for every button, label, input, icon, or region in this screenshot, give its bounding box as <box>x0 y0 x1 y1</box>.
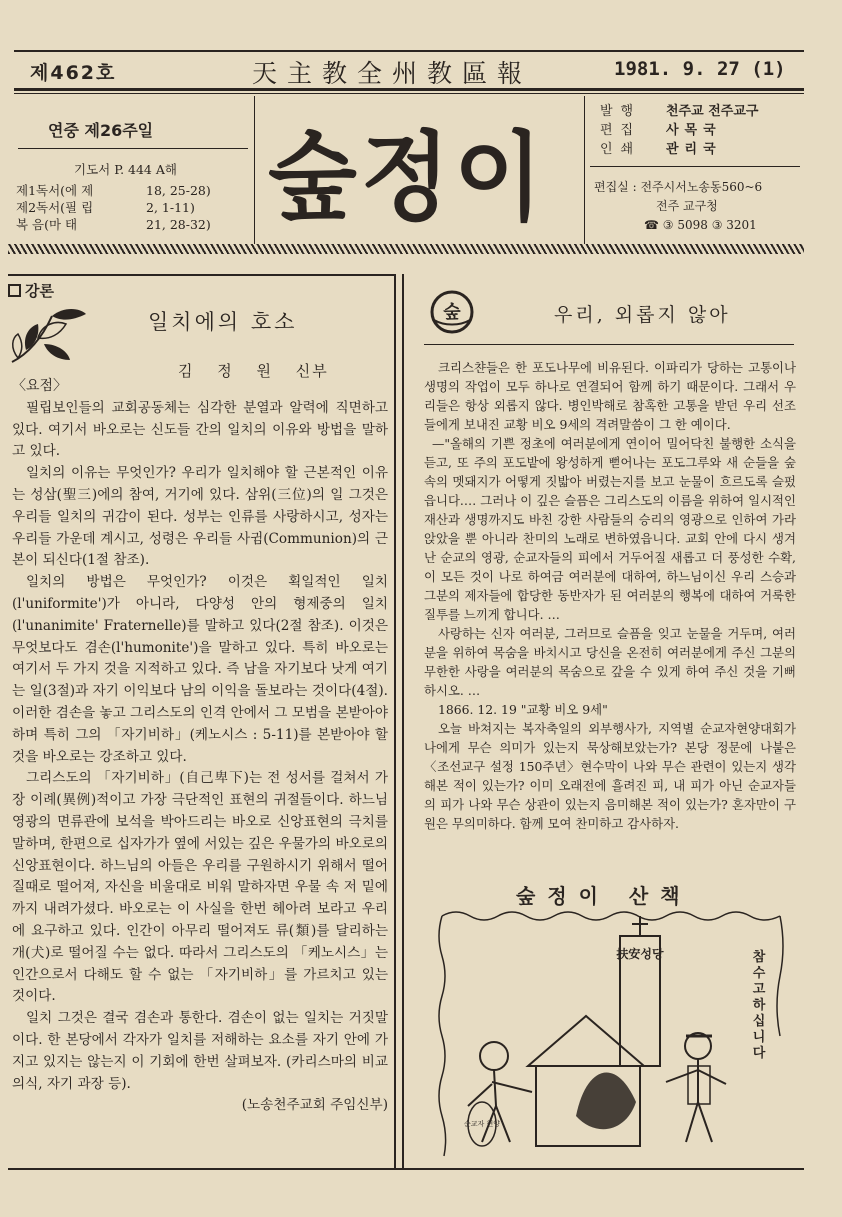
masthead-left-divider <box>254 96 255 244</box>
section-label <box>8 280 54 301</box>
author-name: 김 정 원 <box>178 362 282 380</box>
liturgy-box <box>14 100 252 250</box>
publisher-label: 인쇄 <box>600 142 642 157</box>
liturgy-divider <box>18 148 248 149</box>
hatched-divider <box>8 244 804 254</box>
reading-name: 제2독서(필 립 <box>16 200 94 215</box>
bucket-text: 순교자 현양 <box>463 1120 501 1128</box>
publisher-value: 관리국 <box>666 142 722 157</box>
address-line: 전주 교구청 <box>656 199 718 213</box>
author-title: 신부 <box>295 362 329 380</box>
editorial-title: 일치에의 호소 <box>148 310 298 334</box>
publisher-row <box>600 102 800 121</box>
publisher-value: 사목국 <box>666 123 722 138</box>
cartoon-title: 숲정이 산책 <box>516 884 692 908</box>
essay-paragraph: 크리스챤들은 한 포도나무에 비유된다. 이파리가 당하는 고통이나 생명의 작업이 모두 하나로 연결되어 함께 하기 때문이다. 그래서 우리들은 항상 외롭지 않다. 병인박해로 참혹한 고통을 받던 우리 선조들에게 보내진 교황 비오 9세의 격려말씀이 그 한 예이다. <box>424 360 796 432</box>
issue-number: 제462호 <box>30 62 117 84</box>
editorial-paragraph: 일치 그것은 결국 겸손과 통한다. 겸손이 없는 일치는 거짓말이다. 한 본당에서 각자가 일치를 저해하는 요소를 자기 안에 가지고 있지는 않는지 이 기회에 한번 살펴보자. (카리스마의 비교의식, 자기 과장 등). <box>12 1010 388 1092</box>
section-label-text: 강론 <box>25 282 54 300</box>
cartoon-caption: 참수고하십니다 <box>752 950 766 1061</box>
issue-date: 1981. 9. 27 (1) <box>614 58 786 80</box>
leaf-illustration <box>8 304 90 368</box>
readings-list <box>16 182 252 233</box>
reading-ref: 2, 1-11) <box>146 200 195 215</box>
editorial-article <box>8 276 392 1170</box>
cartoon-illustration <box>436 906 786 1166</box>
reading-row <box>16 199 252 216</box>
essay-body <box>424 358 796 833</box>
essay-title-rule <box>424 344 794 345</box>
reading-name: 제1독서(에 제 <box>16 183 94 198</box>
badge-text: 숲 <box>443 302 461 323</box>
essay-quote: —"올해의 기쁜 정초에 여러분에게 연이어 밀어닥친 불행한 소식을 듣고, 또 주의 포도밭에 왕성하게 뻗어나는 포도그루와 새 순들을 숲속의 멧돼지가 어떻게 짓밟아 버렸는지를 보고 눈물이 흐르도록 슬펐읍니다.… 그러나 이 깊은 슬픔은 그리스도의 이름을 위하여 일시적인 재산과 생명까지도 바친 강한 사람들의 승리의 영광으로 인하여 가라앉았을 뿐 아니라 찬미의 노래로 변하였읍니다. 교회 안에 다시 생겨난 순교의 영광, 순교자들의 피에서 거두어질 새롭고 더 풍성한 수확, 이 모든 것이 나로 하여금 여러분에 대하여, 하느님이신 우리 스승과 그분의 제자들에 합당한 동반자가 된 여러분의 행복에 대하여 거룩한 질투를 느끼게 합니다. … <box>424 436 796 622</box>
header-rule-thick <box>14 88 804 91</box>
publisher-label: 발행 <box>600 104 642 119</box>
reading-row <box>16 216 252 233</box>
essay-title: 우리, 외롭지 않아 <box>554 304 731 326</box>
essay-quote-date: 1866. 12. 19 "교황 비오 9세" <box>438 702 608 717</box>
publisher-label: 편집 <box>600 123 642 138</box>
editorial-body <box>12 376 388 1117</box>
prayer-book-ref: 기도서 P. 444 A해 <box>74 162 177 177</box>
publisher-value: 천주교 전주교구 <box>666 104 759 119</box>
address-line: 편집실 : 전주시서노송동560~6 <box>594 180 763 194</box>
column-divider-left <box>394 274 396 1170</box>
essay-paragraph: 오늘 바쳐지는 복자축일의 외부행사가, 지역별 순교자현양대회가 나에게 무슨 의미가 있는지 묵상해보았는가? 본당 정문에 나붙은 〈조선교구 설정 150주년〉현수막이 나와 무슨 관련이 있는지 생각해본 적이 있는가? 이미 오래전에 흘려진 피, 내 피가 아닌 순교자들의 피가 나와 무슨 상관이 있는지 음미해본 적이 있는가? 혼자만이 구원은 무의미하다. 함께 모여 찬미하고 감사하자. <box>424 721 796 831</box>
publisher-row <box>600 121 800 140</box>
masthead-right-divider <box>584 96 585 244</box>
top-bar <box>14 52 804 88</box>
column-divider-right <box>402 274 404 1170</box>
masthead-title-wrap <box>258 96 558 254</box>
editorial-paragraph: 일치의 이유는 무엇인가? 우리가 일치해야 할 근본적인 이유는 성삼(聖三)에의 참여, 거기에 있다. 삼위(三位)의 일 그것은 우리들 일치의 귀감이 된다. 성부는 인류를 사랑하시고, 성자는 우리들 가운데 계시고, 성령은 우리들 사귐(Communion)의 근본이 되신다(1절 참조). <box>12 465 388 569</box>
editorial-paragraph: 일치의 방법은 무엇인가? 이것은 획일적인 일치(l'uniformite')가 아니라, 다양성 안의 형제중의 일치(l'unanimite' Fraternelle)를 말하고 있다(2절 참조). 이것은 무엇보다도 겸손(l'humonite')을 말하고 있다. 특히 바오로는 여기서 두 가지 것을 지적하고 있다. 즉 남을 자기보다 낫게 여기는 일(3절)과 자기 이익보다 남의 이익을 돌보라는 것이다(4절). 이러한 겸손을 놓고 그리스도의 인격 안에서 그 모범을 본받아야 하며 특히 그의 「자기비하」(케노시스 : 5-11)를 본받아야 할 것을 바오로는 강조하고 있다. <box>12 574 388 765</box>
essay-paragraph: 사랑하는 신자 여러분, 그러므로 슬픔을 잊고 눈물을 거두며, 여러분을 위하여 목숨을 바치시고 당신을 온전히 여러분에게 주신 그분의 무한한 사랑을 여러분의 목숨으로 갚을 수 있게 하여 주신 것을 기뻐하시오. … <box>424 626 796 698</box>
publisher-row <box>600 140 800 159</box>
publisher-info <box>600 102 800 159</box>
reading-row <box>16 182 252 199</box>
header-rule-thin <box>14 93 804 94</box>
reading-ref: 21, 28-32) <box>146 217 211 232</box>
reading-name: 복 음(마 태 <box>16 217 78 232</box>
phone-line: ☎ ③ 5098 ③ 3201 <box>644 218 757 232</box>
sup-badge-icon <box>430 290 474 334</box>
publisher-divider <box>590 166 800 167</box>
summary-label: 〈요점〉 <box>12 378 68 394</box>
liturgical-sunday: 연중 제26주일 <box>48 121 154 140</box>
editorial-signature: (노송천주교회 주임신부) <box>241 1097 388 1114</box>
church-sign: 扶安성당 <box>616 947 664 961</box>
square-icon <box>8 284 21 297</box>
editorial-paragraph: 필립보인들의 교회공동체는 심각한 분열과 알력에 직면하고 있다. 여기서 바오로는 신도들 간의 일치의 이유와 방법을 말하고 있다. <box>12 399 388 460</box>
paper-name: 天主教全州教區報 <box>252 59 533 88</box>
masthead-title: 숲정이 <box>268 121 547 235</box>
editorial-paragraph: 그리스도의 「자기비하」(自己卑下)는 전 성서를 걸쳐서 가장 이례(異例)적이고 가장 극단적인 표현의 귀절들이다. 하느님 영광의 면류관에 보석을 박아드리는 바오로 신앙표현의 극치를 말하며, 한편으로 십자가가 옆에 서있는 깊은 우물가의 바오로의 신앙표현이다. 하느님의 아들은 우리를 구원하시기 위해서 떨어질때로 떨어져, 자신을 비울대로 비워 말하자면 우물 속 저 밑에까지 내려가셨다. 바오로는 이 사실을 한번 헤아려 보라고 우리에 요구하고 있다. 인간이 아무리 떨어져도 류(類)를 달리하는 개(犬)로 떨어질 수는 없다. 따라서 그리스도의 「케노시스」는 인간으로서 다해도 할 수 없는 「자기비하」를 가르치고 있는 것이다. <box>12 770 388 1005</box>
reading-ref: 18, 25-28) <box>146 183 211 198</box>
editorial-address <box>594 178 804 235</box>
